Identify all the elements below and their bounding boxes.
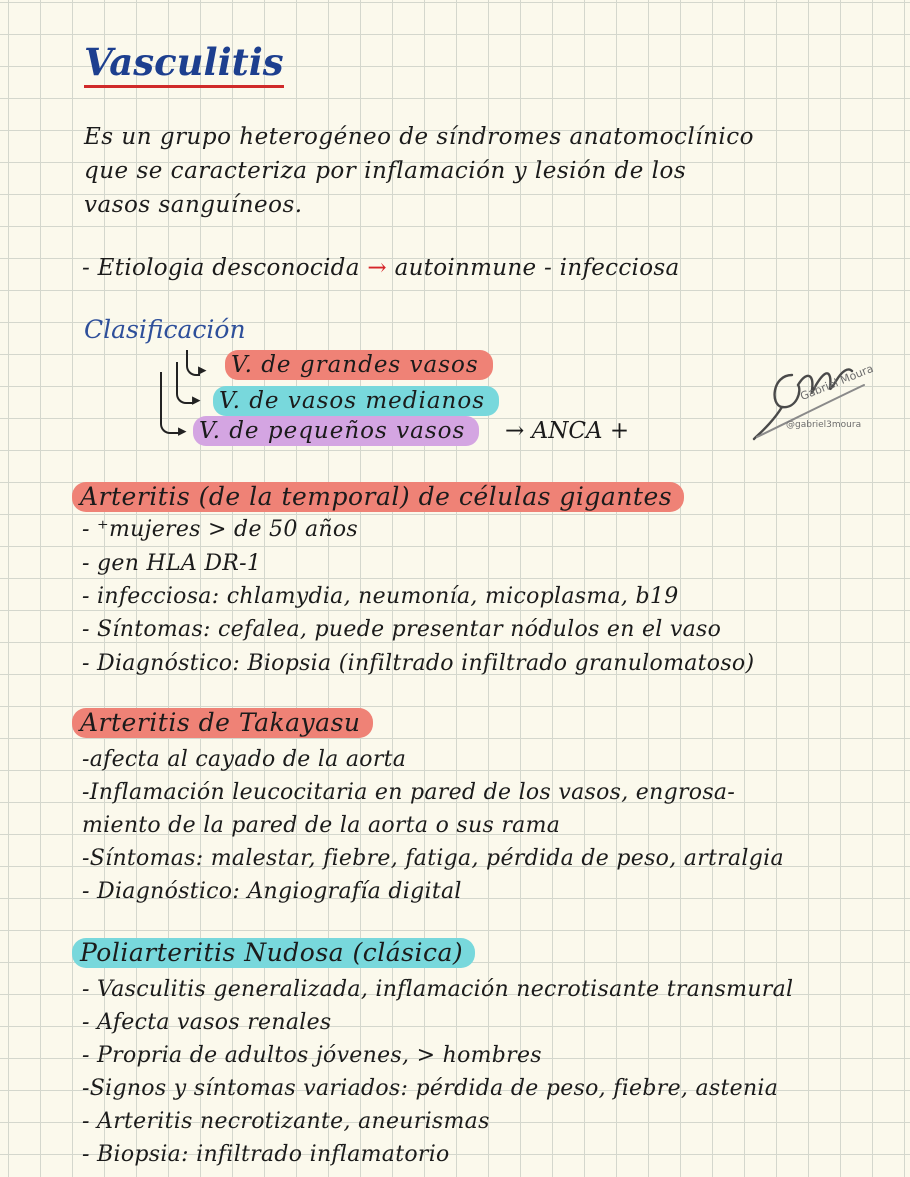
section-heading-poliarteritis-nudosa: Poliarteritis Nudosa (clásica)	[72, 938, 475, 968]
clasificacion-item-pequenos: V. de pequeños vasos	[193, 416, 479, 446]
etiologia-line	[82, 252, 679, 284]
clasificacion-item-grandes: V. de grandes vasos	[225, 350, 493, 380]
list-item: - Afecta vasos renales	[82, 1010, 332, 1035]
list-item: - Diagnóstico: Biopsia (infiltrado infiltrado granulomatoso)	[82, 651, 755, 676]
anca-label: → ANCA +	[505, 418, 630, 444]
intro-line-3: vasos sanguíneos.	[84, 192, 303, 218]
list-item: -Signos y síntomas variados: pérdida de peso, fiebre, astenia	[82, 1076, 779, 1101]
list-item: - Diagnóstico: Angiografía digital	[82, 879, 462, 904]
intro-line-2: que se caracteriza por inflamación y lesión de los	[84, 158, 687, 184]
clasificacion-title: Clasificación	[84, 315, 246, 344]
list-item: miento de la pared de la aorta o sus rama	[82, 813, 561, 838]
list-item: - Biopsia: infiltrado inflamatorio	[82, 1142, 450, 1167]
red-arrow-icon: →	[367, 255, 387, 281]
list-item: - ⁺mujeres > de 50 años	[82, 517, 358, 542]
list-item: - gen HLA DR-1	[82, 551, 262, 576]
clasificacion-item-medianos: V. de vasos medianos	[213, 386, 499, 416]
etiologia-left: - Etiologia desconocida	[82, 255, 360, 281]
bracket-line-3	[160, 372, 180, 434]
page-title: Vasculitis	[84, 40, 284, 88]
arrow-right-icon: ▸	[198, 360, 207, 380]
list-item: -Síntomas: malestar, fiebre, fatiga, pérdida de peso, artralgia	[82, 846, 784, 871]
arrow-right-icon: ▸	[178, 421, 187, 441]
list-item: -Inflamación leucocitaria en pared de los vasos, engrosa-	[82, 780, 736, 805]
list-item: - infecciosa: chlamydia, neumonía, micoplasma, b19	[82, 584, 679, 609]
list-item: - Propria de adultos jóvenes, > hombres	[82, 1043, 542, 1068]
arrow-right-icon: ▸	[192, 390, 201, 410]
etiologia-right: autoinmune - infecciosa	[394, 255, 680, 281]
section-heading-takayasu: Arteritis de Takayasu	[72, 708, 373, 738]
list-item: - Síntomas: cefalea, puede presentar nódulos en el vaso	[82, 617, 722, 642]
list-item: -afecta al cayado de la aorta	[82, 747, 407, 772]
list-item: - Arteritis necrotizante, aneurismas	[82, 1109, 490, 1134]
signature-name: Gabriel Moura	[798, 361, 876, 404]
intro-line-1: Es un grupo heterogéneo de síndromes anatomoclínico	[84, 124, 754, 150]
section-heading-arteritis-celulas-gigantes: Arteritis (de la temporal) de células gigantes	[72, 482, 684, 512]
list-item: - Vasculitis generalizada, inflamación necrotisante transmural	[82, 977, 794, 1002]
signature-handle: @gabriel3moura	[786, 420, 862, 430]
